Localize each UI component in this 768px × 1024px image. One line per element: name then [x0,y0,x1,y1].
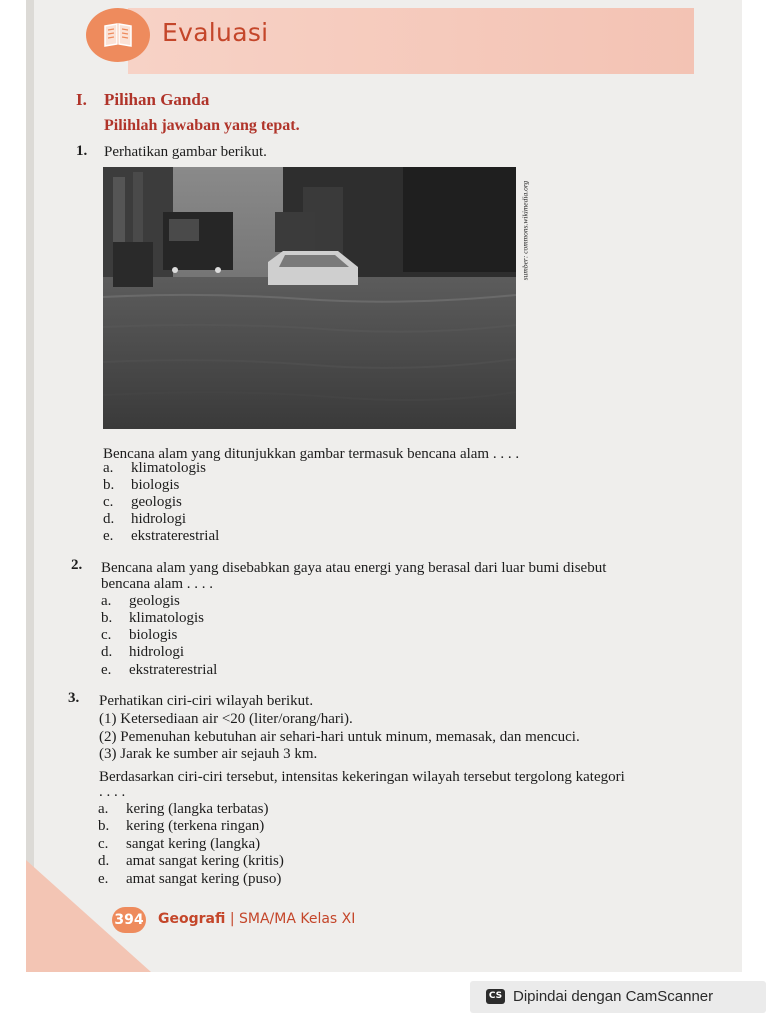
answer-option: a. klimatologis [103,460,206,476]
page-number: 394 [112,907,146,933]
answer-option: b. biologis [103,477,180,493]
question-text-cont: . . . . [99,784,126,800]
answer-option: b. klimatologis [101,610,204,626]
answer-option: b. kering (terkena ringan) [98,818,265,834]
question-intro: Perhatikan gambar berikut. [104,144,267,160]
answer-option: e. amat sangat kering (puso) [98,871,282,887]
answer-option: e. ekstraterestrial [101,662,218,678]
question-intro: Perhatikan ciri-ciri wilayah berikut. [99,693,314,709]
list-item: (3) Jarak ke sumber air sejauh 3 km. [99,746,318,762]
image-credit: sumber: commons.wikimedia.org [520,180,530,281]
camscanner-logo-icon: CS [486,989,505,1004]
answer-option: c. geologis [103,494,182,510]
question-number: 1. [76,143,88,159]
question-text: Bencana alam yang disebabkan gaya atau energi yang berasal dari luar bumi disebut [101,560,607,576]
question-text-cont: bencana alam . . . . [101,576,214,592]
answer-option: e. ekstraterestrial [103,528,220,544]
answer-option: a. geologis [101,593,180,609]
footer-separator: | [229,911,235,927]
footer-subject: Geografi [158,911,226,927]
answer-option: c. biologis [101,627,178,643]
section-number: I. [76,90,87,109]
footer-grade: SMA/MA Kelas XI [238,911,356,927]
answer-option: c. sangat kering (langka) [98,836,261,852]
footer-text [158,911,355,927]
question-text: Berdasarkan ciri-ciri tersebut, intensitas kekeringan wilayah tersebut tergolong kategori [99,769,625,785]
section-instruction: Pilihlah jawaban yang tepat. [104,117,300,134]
open-book-icon [103,20,133,48]
question-number: 3. [68,690,80,706]
list-item: (1) Ketersediaan air <20 (liter/orang/hari). [99,711,353,727]
question-number: 2. [71,557,83,573]
section-heading [76,90,209,110]
answer-option: d. hidrologi [103,511,186,527]
answer-option: a. kering (langka terbatas) [98,801,269,817]
question-text: Bencana alam yang ditunjukkan gambar termasuk bencana alam . . . . [103,446,520,462]
section-title: Pilihan Ganda [104,90,210,109]
flood-photo [103,167,516,429]
answer-option: d. hidrologi [101,644,184,660]
page-title: Evaluasi [162,18,269,47]
scanner-text: Dipindai dengan CamScanner [513,988,714,1005]
list-item: (2) Pemenuhan kebutuhan air sehari-hari untuk minum, memasak, dan mencuci. [99,729,580,745]
scanner-watermark [470,981,766,1013]
answer-option: d. amat sangat kering (kritis) [98,853,284,869]
